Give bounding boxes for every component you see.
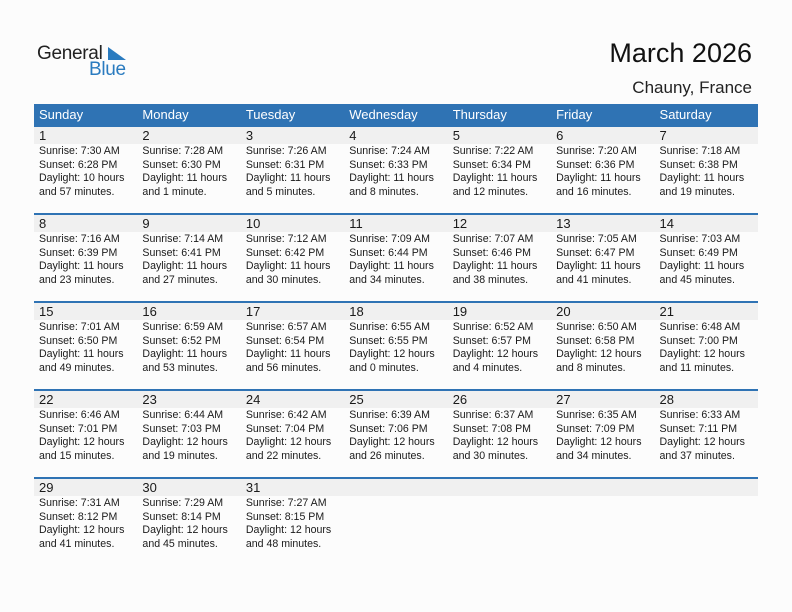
day-cell [655, 320, 758, 375]
sunset-text: Sunset: 7:04 PM [245, 422, 325, 435]
logo-text-general: General [37, 43, 103, 64]
sunrise-text: Sunrise: 7:30 AM [39, 145, 120, 157]
sunset-text: Sunset: 6:31 PM [245, 158, 325, 171]
day-cell [551, 232, 654, 287]
sunrise-text: Sunrise: 6:35 AM [556, 409, 637, 421]
sunset-text: Sunset: 6:28 PM [39, 158, 118, 171]
daylight-text: Daylight: 11 hours [245, 172, 331, 184]
day-number: 19 [452, 304, 468, 319]
weekday-friday: Friday [556, 107, 593, 122]
sunrise-text: Sunrise: 7:20 AM [556, 145, 637, 157]
daylight-text: and 15 minutes. [39, 449, 115, 462]
day-cell [655, 144, 758, 199]
weekday-wednesday: Wednesday [349, 107, 418, 122]
day-cell [344, 496, 447, 551]
daylight-text: and 38 minutes. [452, 273, 529, 286]
daylight-text: Daylight: 12 hours [349, 348, 435, 360]
week-row [34, 389, 758, 477]
day-number: 30 [142, 480, 157, 495]
day-number: 22 [39, 392, 54, 407]
day-cell [448, 320, 551, 375]
sunrise-text: Sunrise: 7:28 AM [142, 145, 224, 157]
day-cell [655, 496, 758, 551]
sunrise-text: Sunrise: 6:57 AM [245, 321, 327, 333]
daylight-text: Daylight: 11 hours [142, 260, 228, 272]
daylight-text: and 1 minute. [142, 185, 207, 198]
daylight-text: and 8 minutes. [556, 361, 626, 374]
day-number: 23 [142, 392, 157, 407]
daylight-text: Daylight: 12 hours [452, 436, 539, 448]
daylight-text: and 34 minutes. [349, 273, 425, 286]
daylight-text: Daylight: 11 hours [452, 172, 538, 184]
day-cell [137, 408, 240, 463]
daylight-text: and 41 minutes. [556, 273, 632, 286]
day-number: 5 [452, 128, 460, 143]
sunrise-text: Sunrise: 7:31 AM [39, 497, 120, 509]
day-number: 1 [39, 128, 47, 143]
day-cell [344, 408, 447, 463]
daylight-text: Daylight: 11 hours [452, 260, 538, 272]
logo-text-blue: Blue [89, 59, 126, 80]
sunset-text: Sunset: 6:58 PM [556, 334, 635, 347]
day-number: 14 [659, 216, 674, 231]
day-number: 24 [245, 392, 261, 407]
sunset-text: Sunset: 6:57 PM [452, 334, 532, 347]
daylight-text: and 37 minutes. [659, 449, 735, 462]
daylight-text: and 16 minutes. [556, 185, 632, 198]
daylight-text: and 5 minutes. [245, 185, 316, 198]
sunrise-text: Sunrise: 7:09 AM [349, 233, 430, 245]
daylight-text: Daylight: 12 hours [659, 436, 745, 448]
sunrise-text: Sunrise: 6:33 AM [659, 409, 741, 421]
sunset-text: Sunset: 8:15 PM [245, 510, 325, 523]
day-cell [448, 144, 551, 199]
day-number-row [34, 127, 758, 144]
daylight-text: and 23 minutes. [39, 273, 115, 286]
daylight-text: and 19 minutes. [659, 185, 735, 198]
daylight-text: Daylight: 11 hours [245, 348, 331, 360]
sunrise-text: Sunrise: 7:14 AM [142, 233, 224, 245]
weekday-saturday: Saturday [659, 107, 712, 122]
day-number: 29 [39, 480, 54, 495]
day-number [551, 479, 654, 496]
day-number: 8 [39, 216, 47, 231]
sunset-text: Sunset: 7:03 PM [142, 422, 221, 435]
day-cell [344, 232, 447, 287]
sunrise-text: Sunrise: 6:52 AM [452, 321, 534, 333]
day-number [655, 479, 758, 496]
daylight-text: Daylight: 12 hours [452, 348, 539, 360]
day-number: 20 [556, 304, 571, 319]
sunrise-text: Sunrise: 7:01 AM [39, 321, 120, 333]
daylight-text: Daylight: 12 hours [39, 524, 125, 536]
daylight-text: and 57 minutes. [39, 185, 115, 198]
sunset-text: Sunset: 6:36 PM [556, 158, 635, 171]
sunset-text: Sunset: 8:14 PM [142, 510, 221, 523]
week-row [34, 125, 758, 213]
sunset-text: Sunset: 6:46 PM [452, 246, 532, 259]
location-subtitle: Chauny, France [632, 78, 752, 97]
sunset-text: Sunset: 6:33 PM [349, 158, 428, 171]
day-cell [137, 144, 240, 199]
day-number: 21 [659, 304, 674, 319]
sunset-text: Sunset: 6:38 PM [659, 158, 738, 171]
daylight-text: and 12 minutes. [452, 185, 529, 198]
daylight-text: Daylight: 12 hours [245, 524, 332, 536]
sunset-text: Sunset: 6:41 PM [142, 246, 221, 259]
day-number: 11 [349, 216, 363, 231]
daylight-text: and 49 minutes. [39, 361, 115, 374]
sunrise-text: Sunrise: 7:05 AM [556, 233, 637, 245]
day-number: 9 [142, 216, 150, 231]
sunrise-text: Sunrise: 7:22 AM [452, 145, 534, 157]
sunset-text: Sunset: 6:50 PM [39, 334, 118, 347]
daylight-text: and 11 minutes. [659, 361, 735, 374]
daylight-text: Daylight: 11 hours [349, 260, 434, 272]
daylight-text: Daylight: 12 hours [349, 436, 435, 448]
sunset-text: Sunset: 6:34 PM [452, 158, 532, 171]
sunrise-text: Sunrise: 7:27 AM [245, 497, 327, 509]
sunrise-text: Sunrise: 7:18 AM [659, 145, 741, 157]
daylight-text: and 26 minutes. [349, 449, 425, 462]
page-title: March 2026 [609, 38, 752, 68]
day-number [448, 479, 551, 496]
sunrise-text: Sunrise: 6:39 AM [349, 409, 430, 421]
day-number: 28 [659, 392, 674, 407]
day-cell [241, 496, 344, 551]
daylight-text: Daylight: 12 hours [142, 436, 228, 448]
sunrise-text: Sunrise: 7:03 AM [659, 233, 741, 245]
daylight-text: Daylight: 11 hours [245, 260, 331, 272]
day-number: 13 [556, 216, 571, 231]
daylight-text: and 45 minutes. [142, 537, 218, 550]
day-info-row [34, 408, 758, 463]
daylight-text: Daylight: 12 hours [556, 436, 642, 448]
day-cell [34, 232, 137, 287]
day-cell [34, 496, 137, 551]
day-number: 10 [245, 216, 261, 231]
daylight-text: and 45 minutes. [659, 273, 735, 286]
sunset-text: Sunset: 6:54 PM [245, 334, 325, 347]
daylight-text: Daylight: 12 hours [39, 436, 125, 448]
day-number: 16 [142, 304, 157, 319]
sunset-text: Sunset: 6:47 PM [556, 246, 635, 259]
day-cell [551, 320, 654, 375]
day-cell [34, 320, 137, 375]
week-row [34, 477, 758, 565]
daylight-text: Daylight: 11 hours [349, 172, 434, 184]
sunrise-text: Sunrise: 6:50 AM [556, 321, 637, 333]
day-number: 3 [245, 128, 254, 143]
day-number: 2 [142, 128, 150, 143]
day-cell [241, 232, 344, 287]
daylight-text: and 30 minutes. [245, 273, 322, 286]
daylight-text: and 30 minutes. [452, 449, 529, 462]
day-cell [241, 320, 344, 375]
day-number: 31 [245, 480, 261, 495]
daylight-text: Daylight: 10 hours [39, 172, 125, 184]
sunrise-text: Sunrise: 6:59 AM [142, 321, 224, 333]
sunrise-text: Sunrise: 6:46 AM [39, 409, 120, 421]
weeks-container [34, 125, 758, 565]
day-cell [241, 408, 344, 463]
sunset-text: Sunset: 6:44 PM [349, 246, 428, 259]
day-cell [34, 144, 137, 199]
sunset-text: Sunset: 7:08 PM [452, 422, 532, 435]
daylight-text: Daylight: 11 hours [659, 260, 745, 272]
sunrise-text: Sunrise: 6:44 AM [142, 409, 224, 421]
day-cell [344, 320, 447, 375]
daylight-text: Daylight: 12 hours [142, 524, 228, 536]
sunrise-text: Sunrise: 7:16 AM [39, 233, 120, 245]
sunset-text: Sunset: 6:30 PM [142, 158, 221, 171]
day-number: 12 [452, 216, 468, 231]
day-number: 26 [452, 392, 468, 407]
weekday-thursday: Thursday [452, 107, 507, 122]
day-number-row [34, 479, 758, 496]
day-number-row [34, 303, 758, 320]
day-info-row [34, 144, 758, 199]
day-cell [448, 232, 551, 287]
daylight-text: Daylight: 11 hours [142, 348, 228, 360]
sunrise-text: Sunrise: 6:42 AM [245, 409, 327, 421]
daylight-text: Daylight: 11 hours [39, 260, 124, 272]
day-cell [137, 496, 240, 551]
day-cell [551, 144, 654, 199]
sunset-text: Sunset: 7:11 PM [659, 422, 738, 435]
day-cell [241, 144, 344, 199]
sunset-text: Sunset: 6:52 PM [142, 334, 221, 347]
day-number-row [34, 215, 758, 232]
daylight-text: and 4 minutes. [452, 361, 523, 374]
day-cell [655, 232, 758, 287]
day-cell [137, 232, 240, 287]
day-info-row [34, 320, 758, 375]
daylight-text: and 34 minutes. [556, 449, 632, 462]
daylight-text: and 27 minutes. [142, 273, 218, 286]
day-number [344, 479, 447, 496]
day-number: 25 [349, 392, 364, 407]
daylight-text: and 41 minutes. [39, 537, 115, 550]
sunset-text: Sunset: 7:09 PM [556, 422, 635, 435]
sunset-text: Sunset: 7:01 PM [39, 422, 118, 435]
daylight-text: Daylight: 11 hours [39, 348, 124, 360]
sunrise-text: Sunrise: 7:07 AM [452, 233, 534, 245]
sunset-text: Sunset: 6:49 PM [659, 246, 738, 259]
day-number: 6 [556, 128, 564, 143]
weekday-tuesday: Tuesday [245, 107, 296, 122]
sunrise-text: Sunrise: 6:48 AM [659, 321, 741, 333]
day-number-row [34, 391, 758, 408]
day-cell [551, 496, 654, 551]
daylight-text: Daylight: 11 hours [556, 172, 641, 184]
sunrise-text: Sunrise: 7:24 AM [349, 145, 430, 157]
calendar-grid [34, 104, 758, 565]
sunrise-text: Sunrise: 6:37 AM [452, 409, 534, 421]
daylight-text: and 56 minutes. [245, 361, 322, 374]
day-cell [137, 320, 240, 375]
weekday-monday: Monday [142, 107, 189, 122]
day-number: 7 [659, 128, 667, 143]
daylight-text: and 19 minutes. [142, 449, 218, 462]
sunset-text: Sunset: 6:42 PM [245, 246, 325, 259]
day-info-row [34, 232, 758, 287]
logo [37, 43, 137, 83]
day-info-row [34, 496, 758, 551]
daylight-text: and 48 minutes. [245, 537, 322, 550]
day-number: 15 [39, 304, 54, 319]
sunrise-text: Sunrise: 6:55 AM [349, 321, 430, 333]
day-cell [344, 144, 447, 199]
day-cell [448, 408, 551, 463]
sunrise-text: Sunrise: 7:26 AM [245, 145, 327, 157]
day-number: 18 [349, 304, 364, 319]
week-row [34, 213, 758, 301]
daylight-text: and 0 minutes. [349, 361, 419, 374]
sunset-text: Sunset: 8:12 PM [39, 510, 118, 523]
sunset-text: Sunset: 7:00 PM [659, 334, 738, 347]
daylight-text: and 53 minutes. [142, 361, 218, 374]
daylight-text: and 22 minutes. [245, 449, 322, 462]
daylight-text: Daylight: 12 hours [245, 436, 332, 448]
weekday-sunday: Sunday [39, 107, 84, 122]
daylight-text: Daylight: 11 hours [659, 172, 745, 184]
week-row [34, 301, 758, 389]
sunrise-text: Sunrise: 7:12 AM [245, 233, 327, 245]
sunset-text: Sunset: 7:06 PM [349, 422, 428, 435]
daylight-text: Daylight: 12 hours [556, 348, 642, 360]
sunset-text: Sunset: 6:39 PM [39, 246, 118, 259]
daylight-text: Daylight: 11 hours [142, 172, 228, 184]
day-cell [655, 408, 758, 463]
day-number: 17 [245, 304, 261, 319]
day-cell [551, 408, 654, 463]
weekday-header [34, 104, 758, 125]
sunrise-text: Sunrise: 7:29 AM [142, 497, 224, 509]
day-cell [34, 408, 137, 463]
day-number: 27 [556, 392, 571, 407]
daylight-text: Daylight: 11 hours [556, 260, 641, 272]
day-number: 4 [349, 128, 357, 143]
daylight-text: Daylight: 12 hours [659, 348, 745, 360]
day-cell [448, 496, 551, 551]
sunset-text: Sunset: 6:55 PM [349, 334, 428, 347]
daylight-text: and 8 minutes. [349, 185, 419, 198]
